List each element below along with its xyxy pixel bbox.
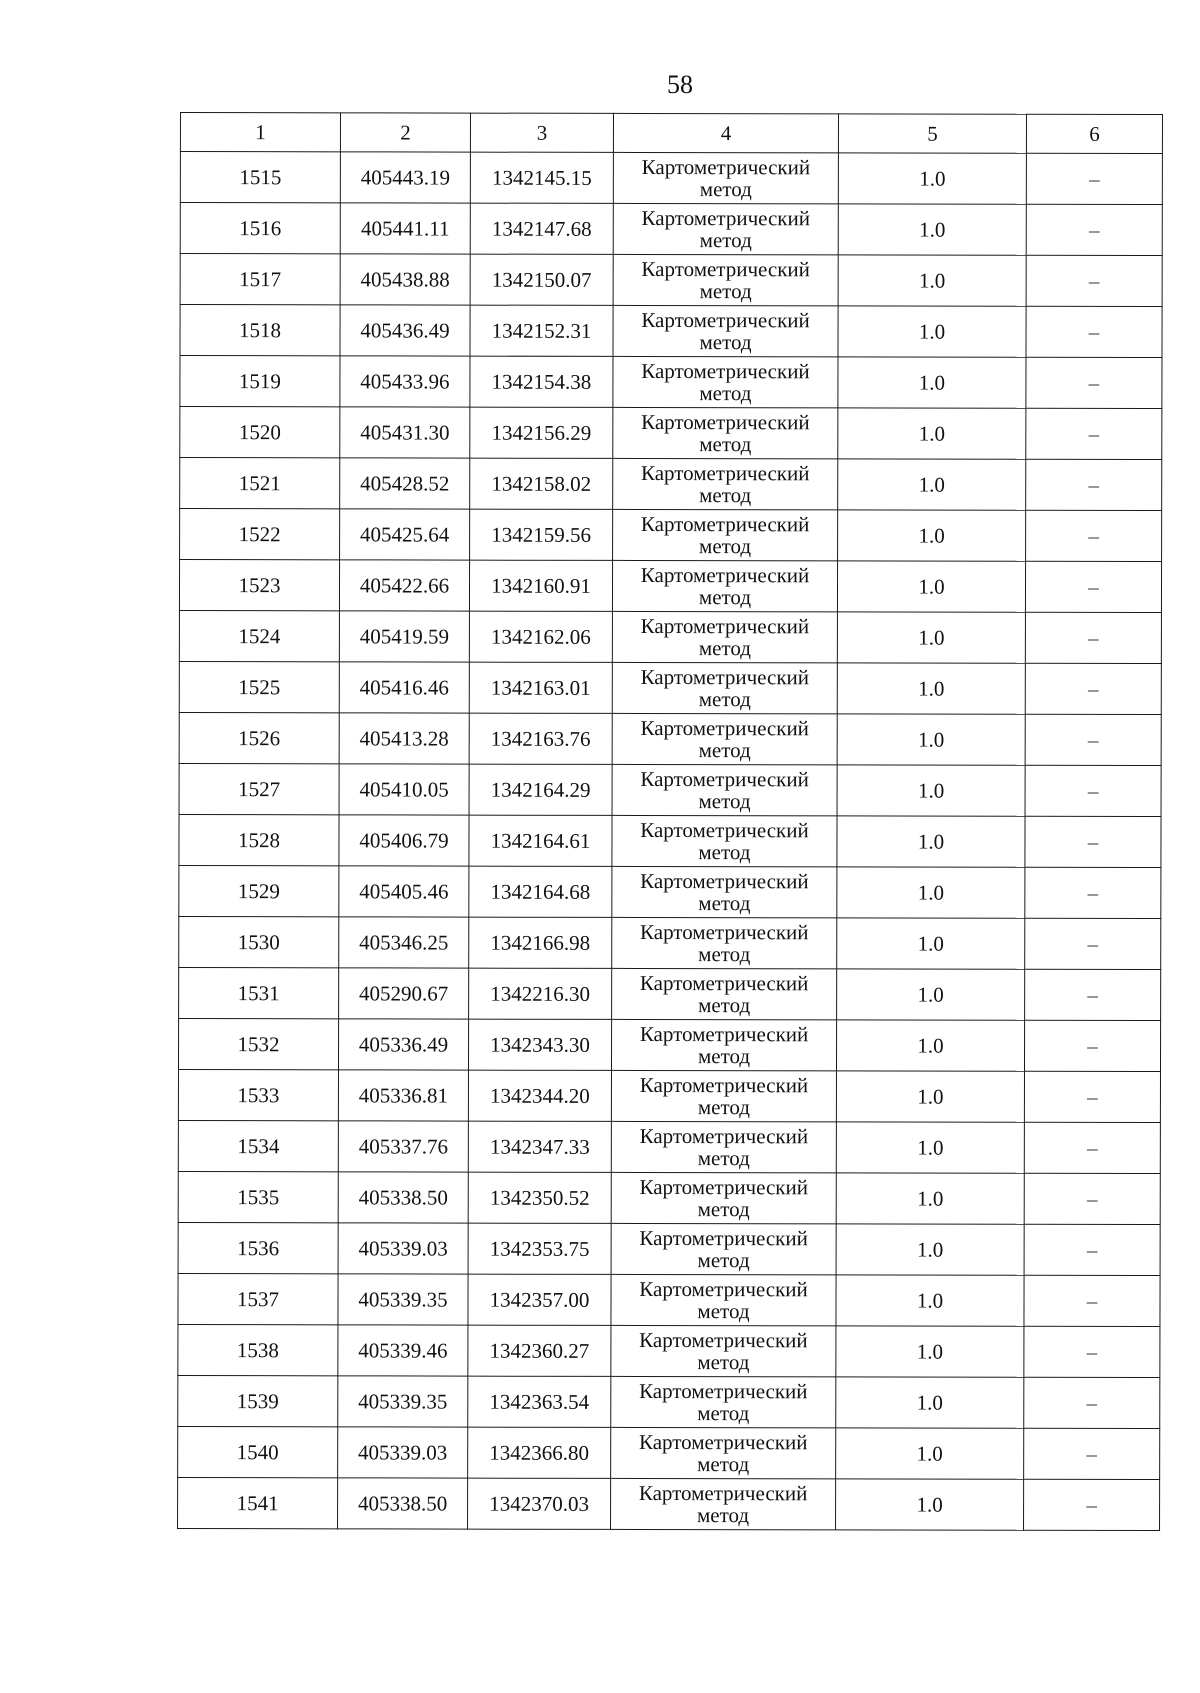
table-row: [179, 814, 1161, 867]
table-row: [179, 865, 1161, 918]
accuracy-cell: 1.0: [837, 765, 1025, 816]
note-cell: –: [1026, 204, 1162, 255]
method-label-line-2: метод: [698, 942, 751, 967]
point-number-cell: 1526: [179, 712, 339, 763]
method-label-line-2: метод: [697, 1095, 750, 1120]
method-cell: [613, 356, 838, 407]
method-label-line-2: метод: [698, 636, 751, 661]
y-coordinate-cell: 1342150.07: [470, 254, 613, 305]
y-coordinate-cell: 1342343.30: [468, 1019, 611, 1070]
table-row: [178, 1426, 1160, 1479]
x-coordinate-cell: 405339.03: [338, 1427, 468, 1478]
point-number-cell: 1541: [178, 1477, 338, 1528]
accuracy-cell: 1.0: [838, 459, 1026, 510]
method-label-line-2: метод: [699, 279, 752, 304]
accuracy-cell: 1.0: [838, 510, 1026, 561]
header-row: [180, 113, 1162, 154]
column-header-5: 5: [838, 114, 1026, 153]
method-label-line-1: Картометрический: [640, 817, 809, 843]
y-coordinate-cell: 1342357.00: [468, 1274, 611, 1325]
x-coordinate-cell: 405431.30: [340, 407, 470, 458]
table-row: [180, 203, 1162, 256]
accuracy-cell: 1.0: [837, 918, 1025, 969]
method-label-line-2: метод: [698, 789, 751, 814]
method-label-line-1: Картометрический: [639, 1123, 809, 1149]
accuracy-cell: 1.0: [836, 1275, 1024, 1326]
method-label-line-1: Картометрический: [639, 1174, 809, 1200]
table-row: [179, 967, 1161, 1020]
x-coordinate-cell: 405346.25: [339, 917, 469, 968]
coordinates-table: [177, 112, 1163, 1531]
method-label-line-1: Картометрический: [641, 358, 810, 384]
method-cell: [612, 815, 837, 866]
method-label-line-2: метод: [699, 177, 752, 202]
table-row: [178, 1477, 1160, 1530]
note-cell: –: [1024, 1173, 1160, 1224]
x-coordinate-cell: 405339.03: [338, 1223, 468, 1274]
point-number-cell: 1527: [179, 763, 339, 814]
method-label-line-1: Картометрический: [639, 1276, 808, 1302]
y-coordinate-cell: 1342156.29: [470, 407, 613, 458]
method-label-line-1: Картометрический: [640, 766, 809, 792]
accuracy-cell: 1.0: [837, 612, 1025, 663]
x-coordinate-cell: 405438.88: [340, 254, 470, 305]
accuracy-cell: 1.0: [836, 1173, 1024, 1224]
y-coordinate-cell: 1342363.54: [468, 1376, 611, 1427]
accuracy-cell: 1.0: [838, 204, 1026, 255]
point-number-cell: 1530: [179, 916, 339, 967]
y-coordinate-cell: 1342350.52: [468, 1172, 611, 1223]
method-label-line-1: Картометрический: [641, 154, 811, 180]
y-coordinate-cell: 1342145.15: [470, 152, 613, 203]
accuracy-cell: 1.0: [838, 153, 1026, 204]
method-cell: [611, 1376, 836, 1427]
x-coordinate-cell: 405339.35: [338, 1376, 468, 1427]
method-label-line-1: Картометрический: [640, 868, 809, 894]
note-cell: –: [1024, 1479, 1160, 1530]
method-label-line-2: метод: [699, 432, 752, 457]
point-number-cell: 1528: [179, 814, 339, 865]
x-coordinate-cell: 405290.67: [339, 968, 469, 1019]
note-cell: –: [1024, 1020, 1160, 1071]
point-number-cell: 1539: [178, 1375, 338, 1426]
y-coordinate-cell: 1342164.68: [469, 866, 612, 917]
table-row: [179, 661, 1161, 714]
table-row: [180, 509, 1162, 562]
method-cell: [612, 662, 837, 713]
method-cell: [613, 254, 838, 305]
x-coordinate-cell: 405339.46: [338, 1325, 468, 1376]
column-header-1: 1: [180, 113, 340, 152]
point-number-cell: 1535: [178, 1171, 338, 1222]
accuracy-cell: 1.0: [837, 561, 1025, 612]
x-coordinate-cell: 405419.59: [339, 611, 469, 662]
accuracy-cell: 1.0: [836, 1071, 1024, 1122]
y-coordinate-cell: 1342162.06: [469, 611, 612, 662]
table-row: [178, 1273, 1160, 1326]
point-number-cell: 1516: [180, 203, 340, 254]
note-cell: –: [1026, 459, 1162, 510]
x-coordinate-cell: 405337.76: [338, 1121, 468, 1172]
table-row: [179, 610, 1161, 663]
method-label-line-1: Картометрический: [639, 1021, 809, 1047]
accuracy-cell: 1.0: [837, 867, 1025, 918]
accuracy-cell: 1.0: [836, 1224, 1024, 1275]
y-coordinate-cell: 1342159.56: [470, 509, 613, 560]
method-label-line-2: метод: [699, 483, 752, 508]
method-label-line-1: Картометрический: [638, 1429, 808, 1455]
accuracy-cell: 1.0: [837, 663, 1025, 714]
method-cell: [613, 407, 838, 458]
note-cell: –: [1025, 561, 1161, 612]
method-cell: [612, 764, 837, 815]
table-row: [180, 305, 1162, 358]
point-number-cell: 1519: [180, 356, 340, 407]
table-row: [178, 1120, 1160, 1173]
note-cell: –: [1024, 1428, 1160, 1479]
point-number-cell: 1534: [178, 1120, 338, 1171]
method-cell: [613, 203, 838, 254]
note-cell: –: [1025, 918, 1161, 969]
point-number-cell: 1533: [178, 1069, 338, 1120]
accuracy-cell: 1.0: [838, 255, 1026, 306]
y-coordinate-cell: 1342163.01: [469, 662, 612, 713]
note-cell: –: [1025, 612, 1161, 663]
x-coordinate-cell: 405422.66: [339, 560, 469, 611]
table-row: [179, 916, 1161, 969]
note-cell: –: [1026, 408, 1162, 459]
note-cell: –: [1025, 816, 1161, 867]
accuracy-cell: 1.0: [836, 1377, 1024, 1428]
point-number-cell: 1536: [178, 1222, 338, 1273]
x-coordinate-cell: 405410.05: [339, 764, 469, 815]
table-row: [180, 458, 1162, 511]
method-label-line-1: Картометрический: [641, 307, 810, 333]
accuracy-cell: 1.0: [837, 816, 1025, 867]
method-cell: [613, 509, 838, 560]
x-coordinate-cell: 405413.28: [339, 713, 469, 764]
page-number: 58: [667, 70, 693, 99]
note-cell: –: [1026, 306, 1162, 357]
method-label-line-2: метод: [697, 1452, 750, 1477]
x-coordinate-cell: 405336.81: [338, 1070, 468, 1121]
method-cell: [612, 968, 837, 1019]
method-label-line-1: Картометрический: [640, 715, 809, 741]
method-label-line-2: метод: [698, 993, 751, 1018]
method-cell: [613, 152, 838, 203]
note-cell: –: [1024, 1275, 1160, 1326]
x-coordinate-cell: 405436.49: [340, 305, 470, 356]
method-label-line-2: метод: [697, 1350, 750, 1375]
x-coordinate-cell: 405336.49: [338, 1019, 468, 1070]
x-coordinate-cell: 405338.50: [338, 1478, 468, 1529]
x-coordinate-cell: 405416.46: [339, 662, 469, 713]
note-cell: –: [1026, 357, 1162, 408]
accuracy-cell: 1.0: [836, 1122, 1024, 1173]
method-cell: [611, 1223, 836, 1274]
table-row: [180, 407, 1162, 460]
column-header-4: 4: [613, 113, 838, 152]
table-row: [179, 560, 1161, 613]
method-cell: [612, 917, 837, 968]
y-coordinate-cell: 1342353.75: [468, 1223, 611, 1274]
accuracy-cell: 1.0: [836, 1479, 1024, 1530]
note-cell: –: [1026, 153, 1162, 204]
x-coordinate-cell: 405443.19: [340, 152, 470, 203]
method-label-line-1: Картометрический: [640, 664, 810, 690]
point-number-cell: 1517: [180, 254, 340, 305]
point-number-cell: 1521: [180, 458, 340, 509]
table-row: [178, 1222, 1160, 1275]
y-coordinate-cell: 1342147.68: [470, 203, 613, 254]
note-cell: –: [1025, 765, 1161, 816]
note-cell: –: [1024, 1326, 1160, 1377]
y-coordinate-cell: 1342347.33: [468, 1121, 611, 1172]
accuracy-cell: 1.0: [837, 969, 1025, 1020]
column-header-6: 6: [1026, 114, 1162, 153]
method-label-line-2: метод: [698, 840, 751, 865]
y-coordinate-cell: 1342366.80: [468, 1427, 611, 1478]
method-cell: [611, 1121, 836, 1172]
method-label-line-2: метод: [697, 1299, 750, 1324]
table-body: [178, 152, 1163, 1531]
point-number-cell: 1537: [178, 1273, 338, 1324]
method-label-line-2: метод: [697, 1248, 750, 1273]
note-cell: –: [1024, 1071, 1160, 1122]
method-label-line-2: метод: [698, 891, 751, 916]
y-coordinate-cell: 1342164.29: [469, 764, 612, 815]
method-label-line-2: метод: [698, 738, 751, 763]
table-row: [178, 1018, 1160, 1071]
method-label-line-2: метод: [697, 1146, 750, 1171]
note-cell: –: [1026, 255, 1162, 306]
accuracy-cell: 1.0: [836, 1020, 1024, 1071]
method-cell: [612, 866, 837, 917]
x-coordinate-cell: 405406.79: [339, 815, 469, 866]
method-label-line-1: Картометрический: [640, 613, 810, 639]
point-number-cell: 1520: [180, 407, 340, 458]
method-label-line-2: метод: [699, 534, 752, 559]
method-cell: [611, 1478, 836, 1529]
accuracy-cell: 1.0: [838, 306, 1026, 357]
x-coordinate-cell: 405441.11: [340, 203, 470, 254]
y-coordinate-cell: 1342158.02: [470, 458, 613, 509]
note-cell: –: [1024, 1122, 1160, 1173]
table-row: [178, 1171, 1160, 1224]
x-coordinate-cell: 405405.46: [339, 866, 469, 917]
y-coordinate-cell: 1342163.76: [469, 713, 612, 764]
method-label-line-1: Картометрический: [640, 919, 809, 945]
note-cell: –: [1025, 969, 1161, 1020]
y-coordinate-cell: 1342216.30: [469, 968, 612, 1019]
method-cell: [613, 458, 838, 509]
y-coordinate-cell: 1342344.20: [468, 1070, 611, 1121]
method-label-line-2: метод: [698, 687, 751, 712]
y-coordinate-cell: 1342154.38: [470, 356, 613, 407]
accuracy-cell: 1.0: [836, 1326, 1024, 1377]
table-row: [180, 152, 1162, 205]
point-number-cell: 1525: [179, 661, 339, 712]
point-number-cell: 1523: [179, 560, 339, 611]
table-row: [180, 356, 1162, 409]
point-number-cell: 1540: [178, 1426, 338, 1477]
method-cell: [612, 560, 837, 611]
column-header-3: 3: [470, 113, 613, 152]
note-cell: –: [1024, 1377, 1160, 1428]
point-number-cell: 1532: [178, 1018, 338, 1069]
point-number-cell: 1518: [180, 305, 340, 356]
table-row: [178, 1069, 1160, 1122]
method-cell: [613, 305, 838, 356]
point-number-cell: 1531: [179, 967, 339, 1018]
method-cell: [612, 611, 837, 662]
x-coordinate-cell: 405425.64: [340, 509, 470, 560]
method-cell: [611, 1325, 836, 1376]
y-coordinate-cell: 1342166.98: [469, 917, 612, 968]
x-coordinate-cell: 405433.96: [340, 356, 470, 407]
x-coordinate-cell: 405339.35: [338, 1274, 468, 1325]
accuracy-cell: 1.0: [838, 357, 1026, 408]
method-label-line-2: метод: [699, 330, 752, 355]
method-label-line-1: Картометрический: [638, 1480, 808, 1506]
x-coordinate-cell: 405428.52: [340, 458, 470, 509]
method-cell: [611, 1019, 836, 1070]
table-row: [179, 712, 1161, 765]
method-label-line-2: метод: [697, 1401, 750, 1426]
method-label-line-2: метод: [697, 1197, 750, 1222]
accuracy-cell: 1.0: [836, 1428, 1024, 1479]
method-label-line-1: Картометрический: [640, 562, 810, 588]
point-number-cell: 1524: [179, 610, 339, 661]
point-number-cell: 1529: [179, 865, 339, 916]
method-cell: [611, 1274, 836, 1325]
method-label-line-1: Картометрический: [641, 205, 811, 231]
accuracy-cell: 1.0: [837, 714, 1025, 765]
method-label-line-1: Картометрический: [639, 1378, 808, 1404]
point-number-cell: 1522: [180, 509, 340, 560]
note-cell: –: [1025, 867, 1161, 918]
method-label-line-2: метод: [696, 1503, 750, 1528]
method-cell: [612, 713, 837, 764]
method-label-line-1: Картометрический: [640, 511, 810, 537]
y-coordinate-cell: 1342160.91: [469, 560, 612, 611]
method-label-line-2: метод: [697, 1044, 751, 1069]
method-label-line-2: метод: [698, 585, 752, 610]
y-coordinate-cell: 1342164.61: [469, 815, 612, 866]
method-label-line-1: Картометрический: [641, 256, 810, 282]
note-cell: –: [1026, 510, 1162, 561]
column-header-2: 2: [340, 113, 470, 152]
method-label-line-1: Картометрический: [639, 970, 809, 996]
note-cell: –: [1025, 714, 1161, 765]
method-cell: [611, 1427, 836, 1478]
accuracy-cell: 1.0: [838, 408, 1026, 459]
method-label-line-1: Картометрический: [639, 1327, 808, 1353]
y-coordinate-cell: 1342152.31: [470, 305, 613, 356]
table-row: [179, 763, 1161, 816]
x-coordinate-cell: 405338.50: [338, 1172, 468, 1223]
note-cell: –: [1024, 1224, 1160, 1275]
method-label-line-1: Картометрический: [641, 409, 810, 435]
method-cell: [611, 1172, 836, 1223]
method-label-line-1: Картометрический: [639, 1225, 808, 1251]
point-number-cell: 1538: [178, 1324, 338, 1375]
table-row: [178, 1375, 1160, 1428]
method-label-line-1: Картометрический: [640, 460, 810, 486]
method-label-line-1: Картометрический: [639, 1072, 809, 1098]
note-cell: –: [1025, 663, 1161, 714]
method-cell: [611, 1070, 836, 1121]
y-coordinate-cell: 1342360.27: [468, 1325, 611, 1376]
method-label-line-2: метод: [699, 228, 752, 253]
table-row: [178, 1324, 1160, 1377]
point-number-cell: 1515: [180, 152, 340, 203]
method-label-line-2: метод: [699, 381, 752, 406]
table-row: [180, 254, 1162, 307]
y-coordinate-cell: 1342370.03: [468, 1478, 611, 1529]
